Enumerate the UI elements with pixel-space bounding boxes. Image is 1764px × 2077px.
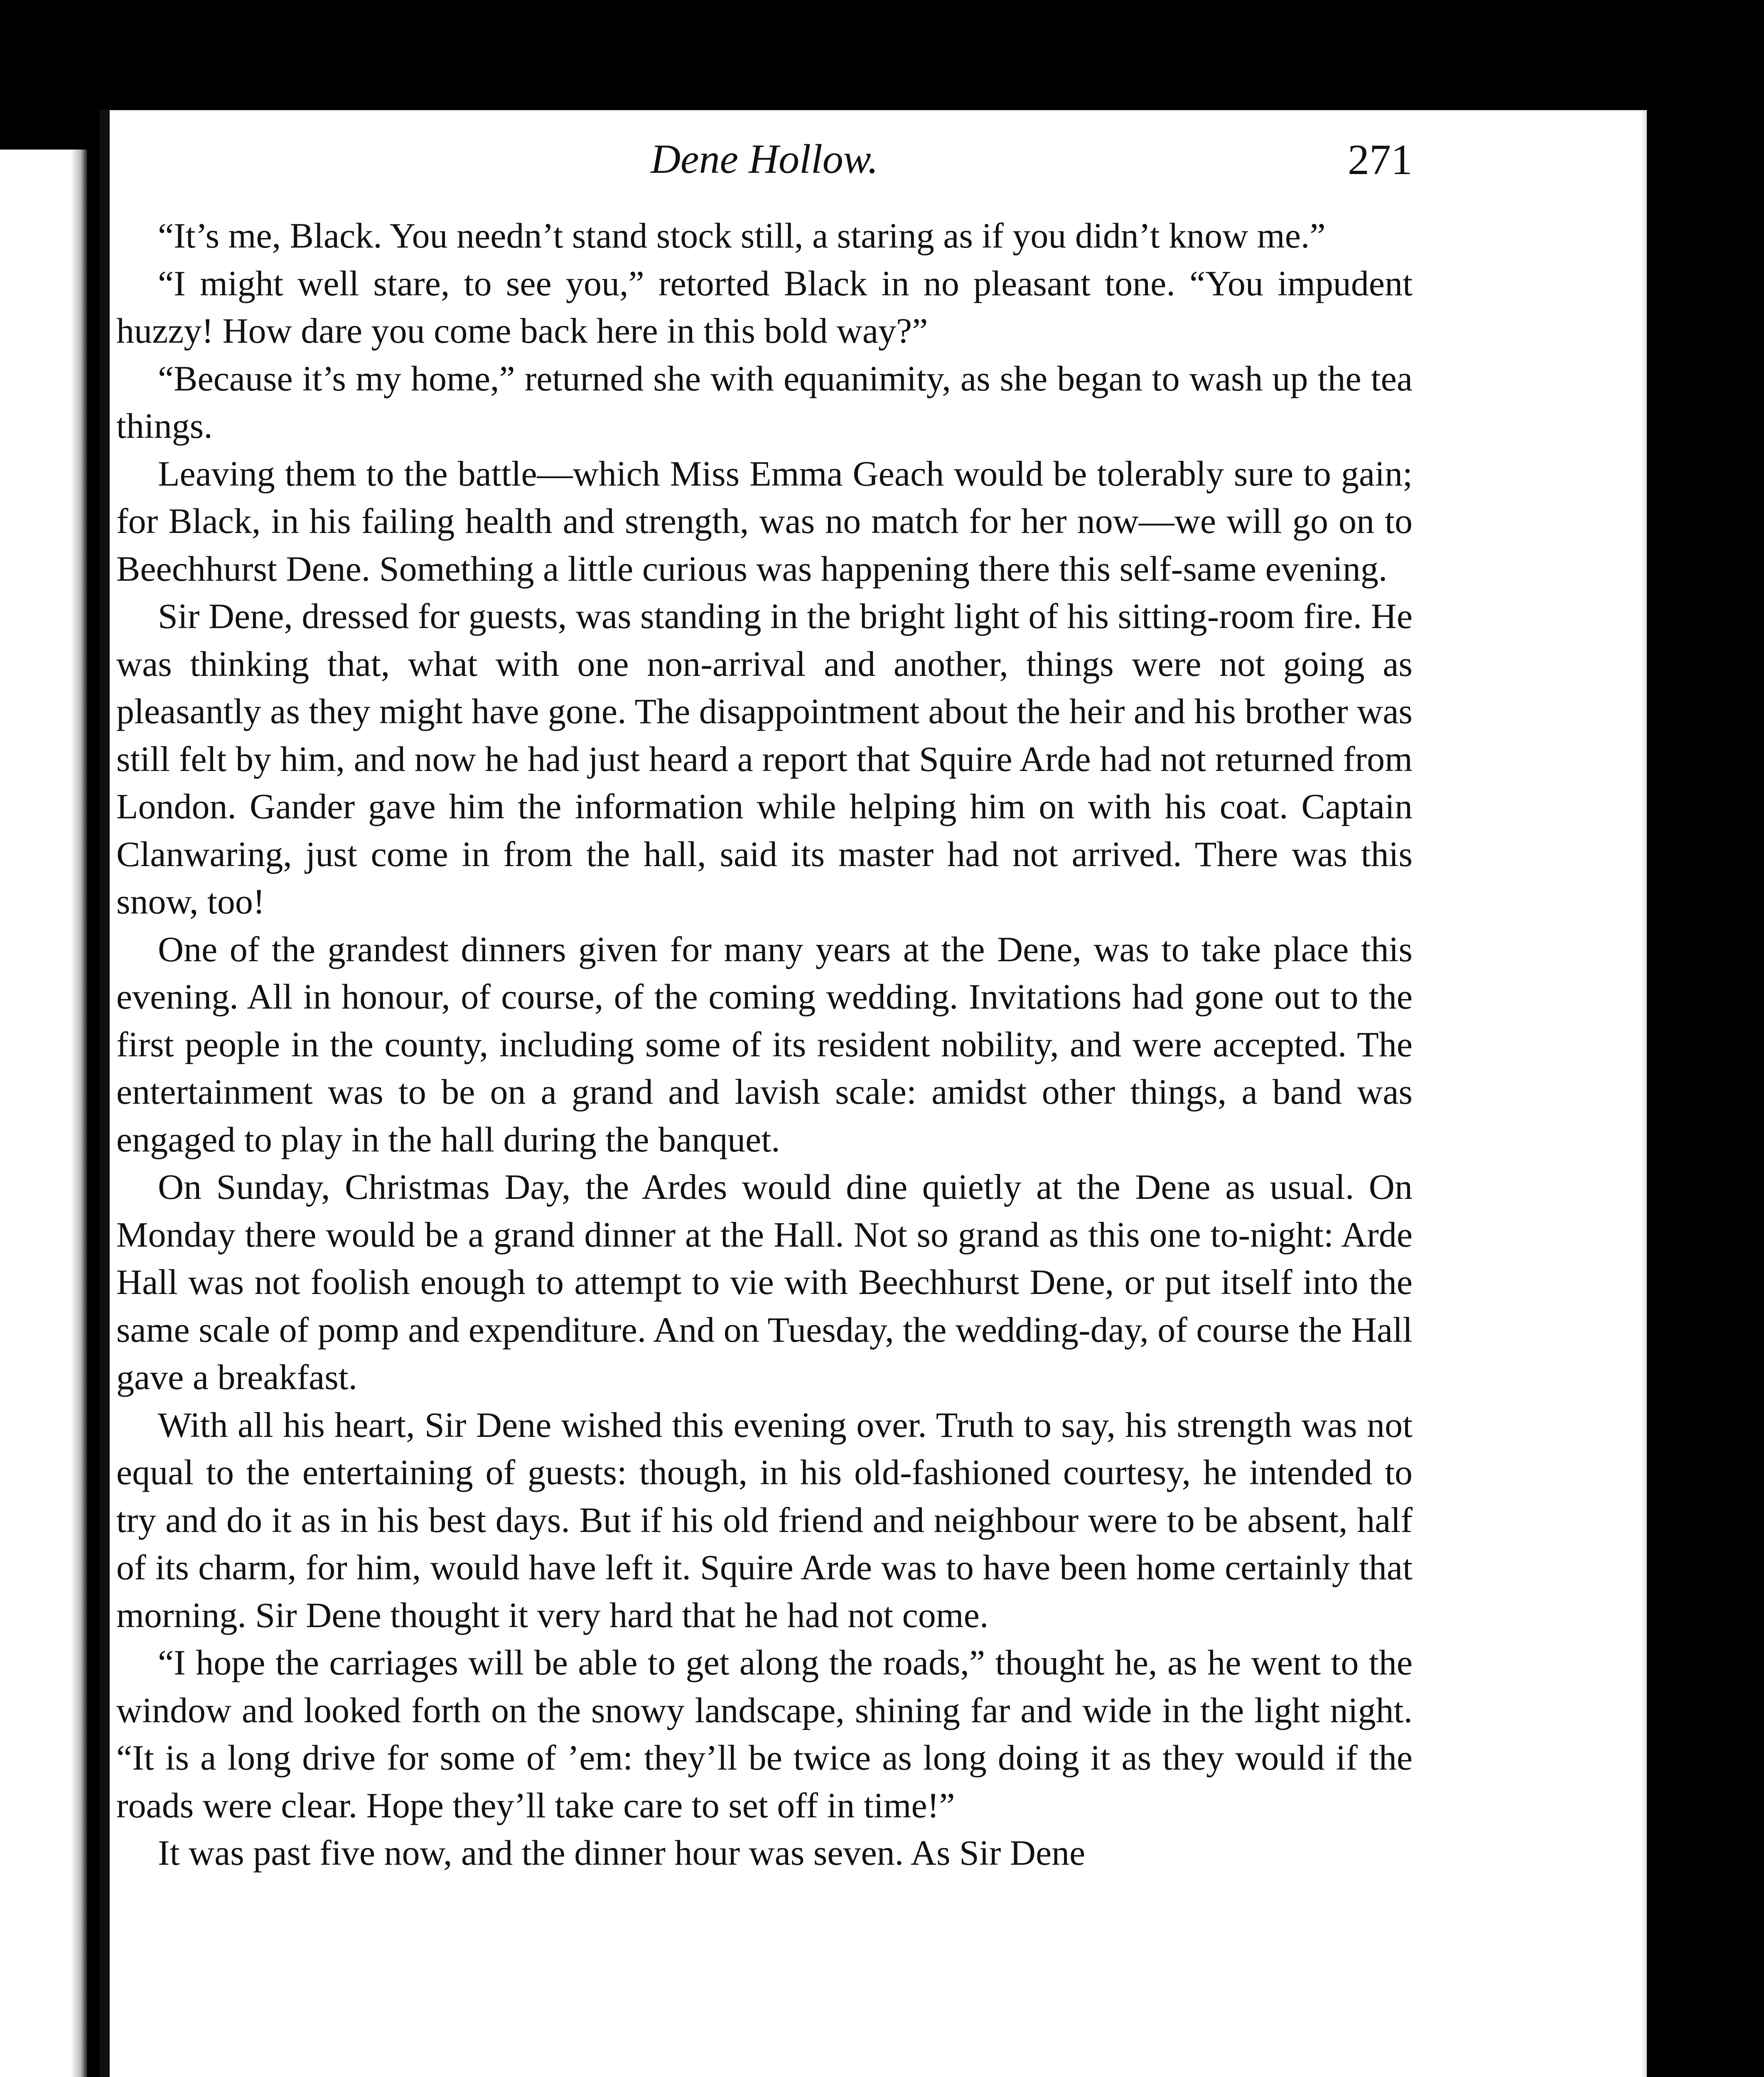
page-header — [116, 135, 1413, 193]
book-gutter — [71, 150, 87, 2077]
running-title: Dene Hollow. — [650, 136, 879, 182]
paragraph: One of the grandest dinners given for many years at the Dene, was to take place this evening. All in honour, of course, of the coming wedding. Invitations had gone out to the first people in the county, including some of its resident nobility, and were accepted. The entertainment was to be on a grand and lavish scale: amidst other things, a band was engaged to play in the hall during the banquet. — [116, 929, 1413, 1159]
paragraph: Leaving them to the battle—which Miss Emma Geach would be tolerably sure to gain; for Black, in his failing health and strength, was no match for her now—we will go on to Beechhurst Dene. Something a little curious was happening there this self-same evening. — [116, 453, 1413, 589]
paragraph: “I hope the carriages will be able to get along the roads,” thought he, as he went to the window and looked forth on the snowy landscape, shining far and wide in the light night. “It is a long drive for some of ’em: they’ll be twice as long doing it as they would if the roads were clear. Hope they’ll take care to set off in time!” — [116, 1642, 1413, 1825]
page-number: 271 — [1348, 136, 1413, 184]
paragraph: “It’s me, Black. You needn’t stand stock still, a staring as if you didn’t know me.” — [158, 216, 1326, 255]
paragraph: “I might well stare, to see you,” retorted Black in no pleasant tone. “You impudent huzzy! How dare you come back here in this bold way?” — [116, 263, 1413, 351]
paragraph: It was past five now, and the dinner hour was seven. As Sir Dene — [158, 1833, 1086, 1873]
paragraph: On Sunday, Christmas Day, the Ardes would dine quietly at the Dene as usual. On Monday there would be a grand dinner at the Hall. Not so grand as this one to-night: Arde Hall was not foolish enough to attempt to vie with Beechhurst Dene, or put itself into the same scale of pomp and expenditure. And on Tuesday, the wedding-day, of course the Hall gave a breakfast. — [116, 1167, 1413, 1397]
paragraph: With all his heart, Sir Dene wished this evening over. Truth to say, his strength was not equal to the entertaining of guests: though, in his old-fashioned courtesy, he intended to try and do it as in his best days. But if his old friend and neighbour were to be absent, half of its charm, for him, would have left it. Squire Arde was to have been home certainly that morning. Sir Dene thought it very hard that he had not come. — [116, 1404, 1413, 1635]
paragraph: Sir Dene, dressed for guests, was standing in the bright light of his sitting-room fire. He was thinking that, what with one non-arrival and another, things were not going as pleasantly as they might have gone. The disappointment about the heir and his brother was still felt by him, and now he had just heard a report that Squire Arde had not returned from London. Gander gave him the information while helping him on with his coat. Captain Clanwaring, just come in from the hall, said its master had not arrived. There was this snow, too! — [116, 596, 1413, 921]
paragraph: “Because it’s my home,” returned she with equanimity, as she began to wash up the tea things. — [116, 358, 1413, 446]
body-text — [116, 212, 1413, 1877]
